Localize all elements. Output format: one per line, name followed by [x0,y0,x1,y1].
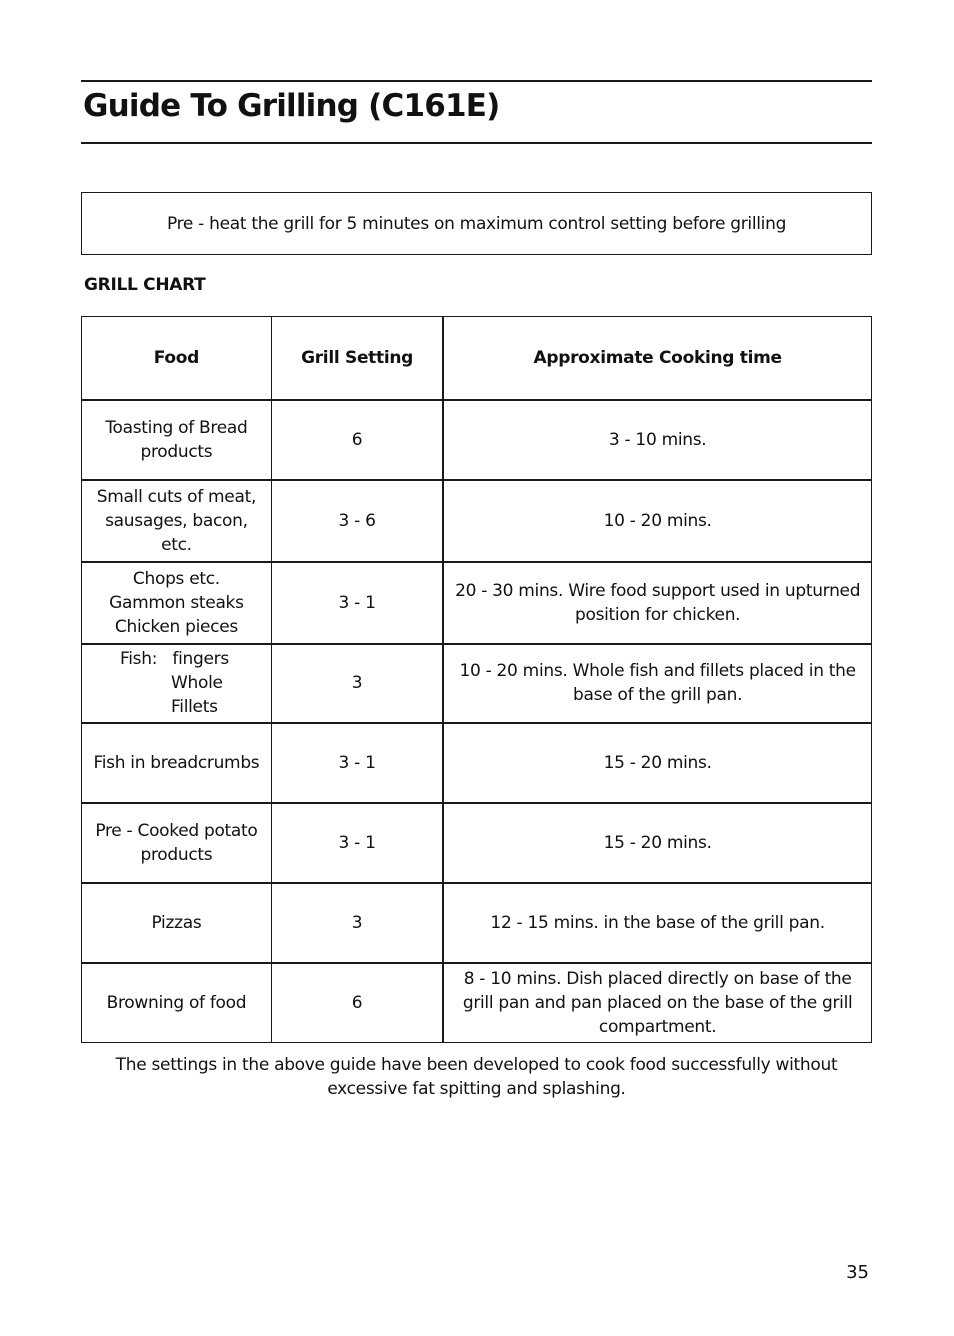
grill-setting-cell: 3 - 1 [271,562,443,644]
food-cell [82,562,272,644]
table-row [82,803,872,883]
table-row [82,400,872,480]
grill-chart-table [81,316,872,1043]
table-row [82,480,872,562]
table-row [82,883,872,963]
food-cell [82,963,272,1043]
food-line: Browning of food [106,992,247,1013]
header-food: Food [82,317,272,400]
food-cell [82,400,272,480]
food-line: Chicken pieces [114,616,238,637]
cooking-time-cell: 3 - 10 mins. [443,400,871,480]
food-line: Whole [120,673,223,693]
food-line: Toasting of Bread [105,417,248,438]
preheat-notice-box [81,192,872,255]
table-row [82,963,872,1043]
page-number: 35 [846,1262,869,1283]
cooking-time-cell: 10 - 20 mins. [443,480,871,562]
grill-setting-cell: 3 [271,644,443,723]
food-line: products [140,844,213,865]
header-grill-setting: Grill Setting [271,317,443,400]
header-cooking-time: Approximate Cooking time [443,317,871,400]
cooking-time-cell: 10 - 20 mins. Whole fish and fillets placed in the base of the grill pan. [443,644,871,723]
cooking-time-cell: 15 - 20 mins. [443,803,871,883]
food-line: Gammon steaks [109,592,244,613]
food-cell [82,883,272,963]
food-line: sausages, bacon, etc. [105,510,248,555]
food-cell [82,480,272,562]
grill-setting-cell: 3 - 1 [271,723,443,803]
cooking-time-cell: 15 - 20 mins. [443,723,871,803]
cooking-time-cell: 12 - 15 mins. in the base of the grill pan. [443,883,871,963]
food-cell [82,644,272,723]
grill-setting-cell: 6 [271,963,443,1043]
table-row [82,562,872,644]
footnote: The settings in the above guide have been developed to cook food successfully without excessive fat spitting and splashing. [115,1055,838,1099]
food-line: Fish: fingers [120,649,229,669]
food-line: Pre - Cooked potato [95,820,258,841]
preheat-notice-text: Pre - heat the grill for 5 minutes on maximum control setting before grilling [166,213,787,234]
grill-chart-label: GRILL CHART [84,275,206,295]
food-line: Fillets [120,697,218,717]
food-cell [82,803,272,883]
table-row [82,723,872,803]
table-row [82,644,872,723]
food-line: Fish in breadcrumbs [93,752,260,773]
cooking-time-cell: 8 - 10 mins. Dish placed directly on base of the grill pan and pan placed on the base of the grill compartment. [443,963,871,1043]
food-line: Chops etc. [132,568,220,589]
grill-setting-cell: 3 [271,883,443,963]
page-title: Guide To Grilling (C161E) [83,88,500,124]
grill-setting-cell: 3 - 6 [271,480,443,562]
grill-setting-cell: 6 [271,400,443,480]
table-header-row [82,317,872,400]
title-underline [81,142,872,144]
cooking-time-cell: 20 - 30 mins. Wire food support used in upturned position for chicken. [443,562,871,644]
food-line: Small cuts of meat, [96,486,257,507]
top-rule [81,80,872,82]
food-line: products [140,441,213,462]
food-cell [82,723,272,803]
food-line: Pizzas [151,912,202,933]
grill-setting-cell: 3 - 1 [271,803,443,883]
